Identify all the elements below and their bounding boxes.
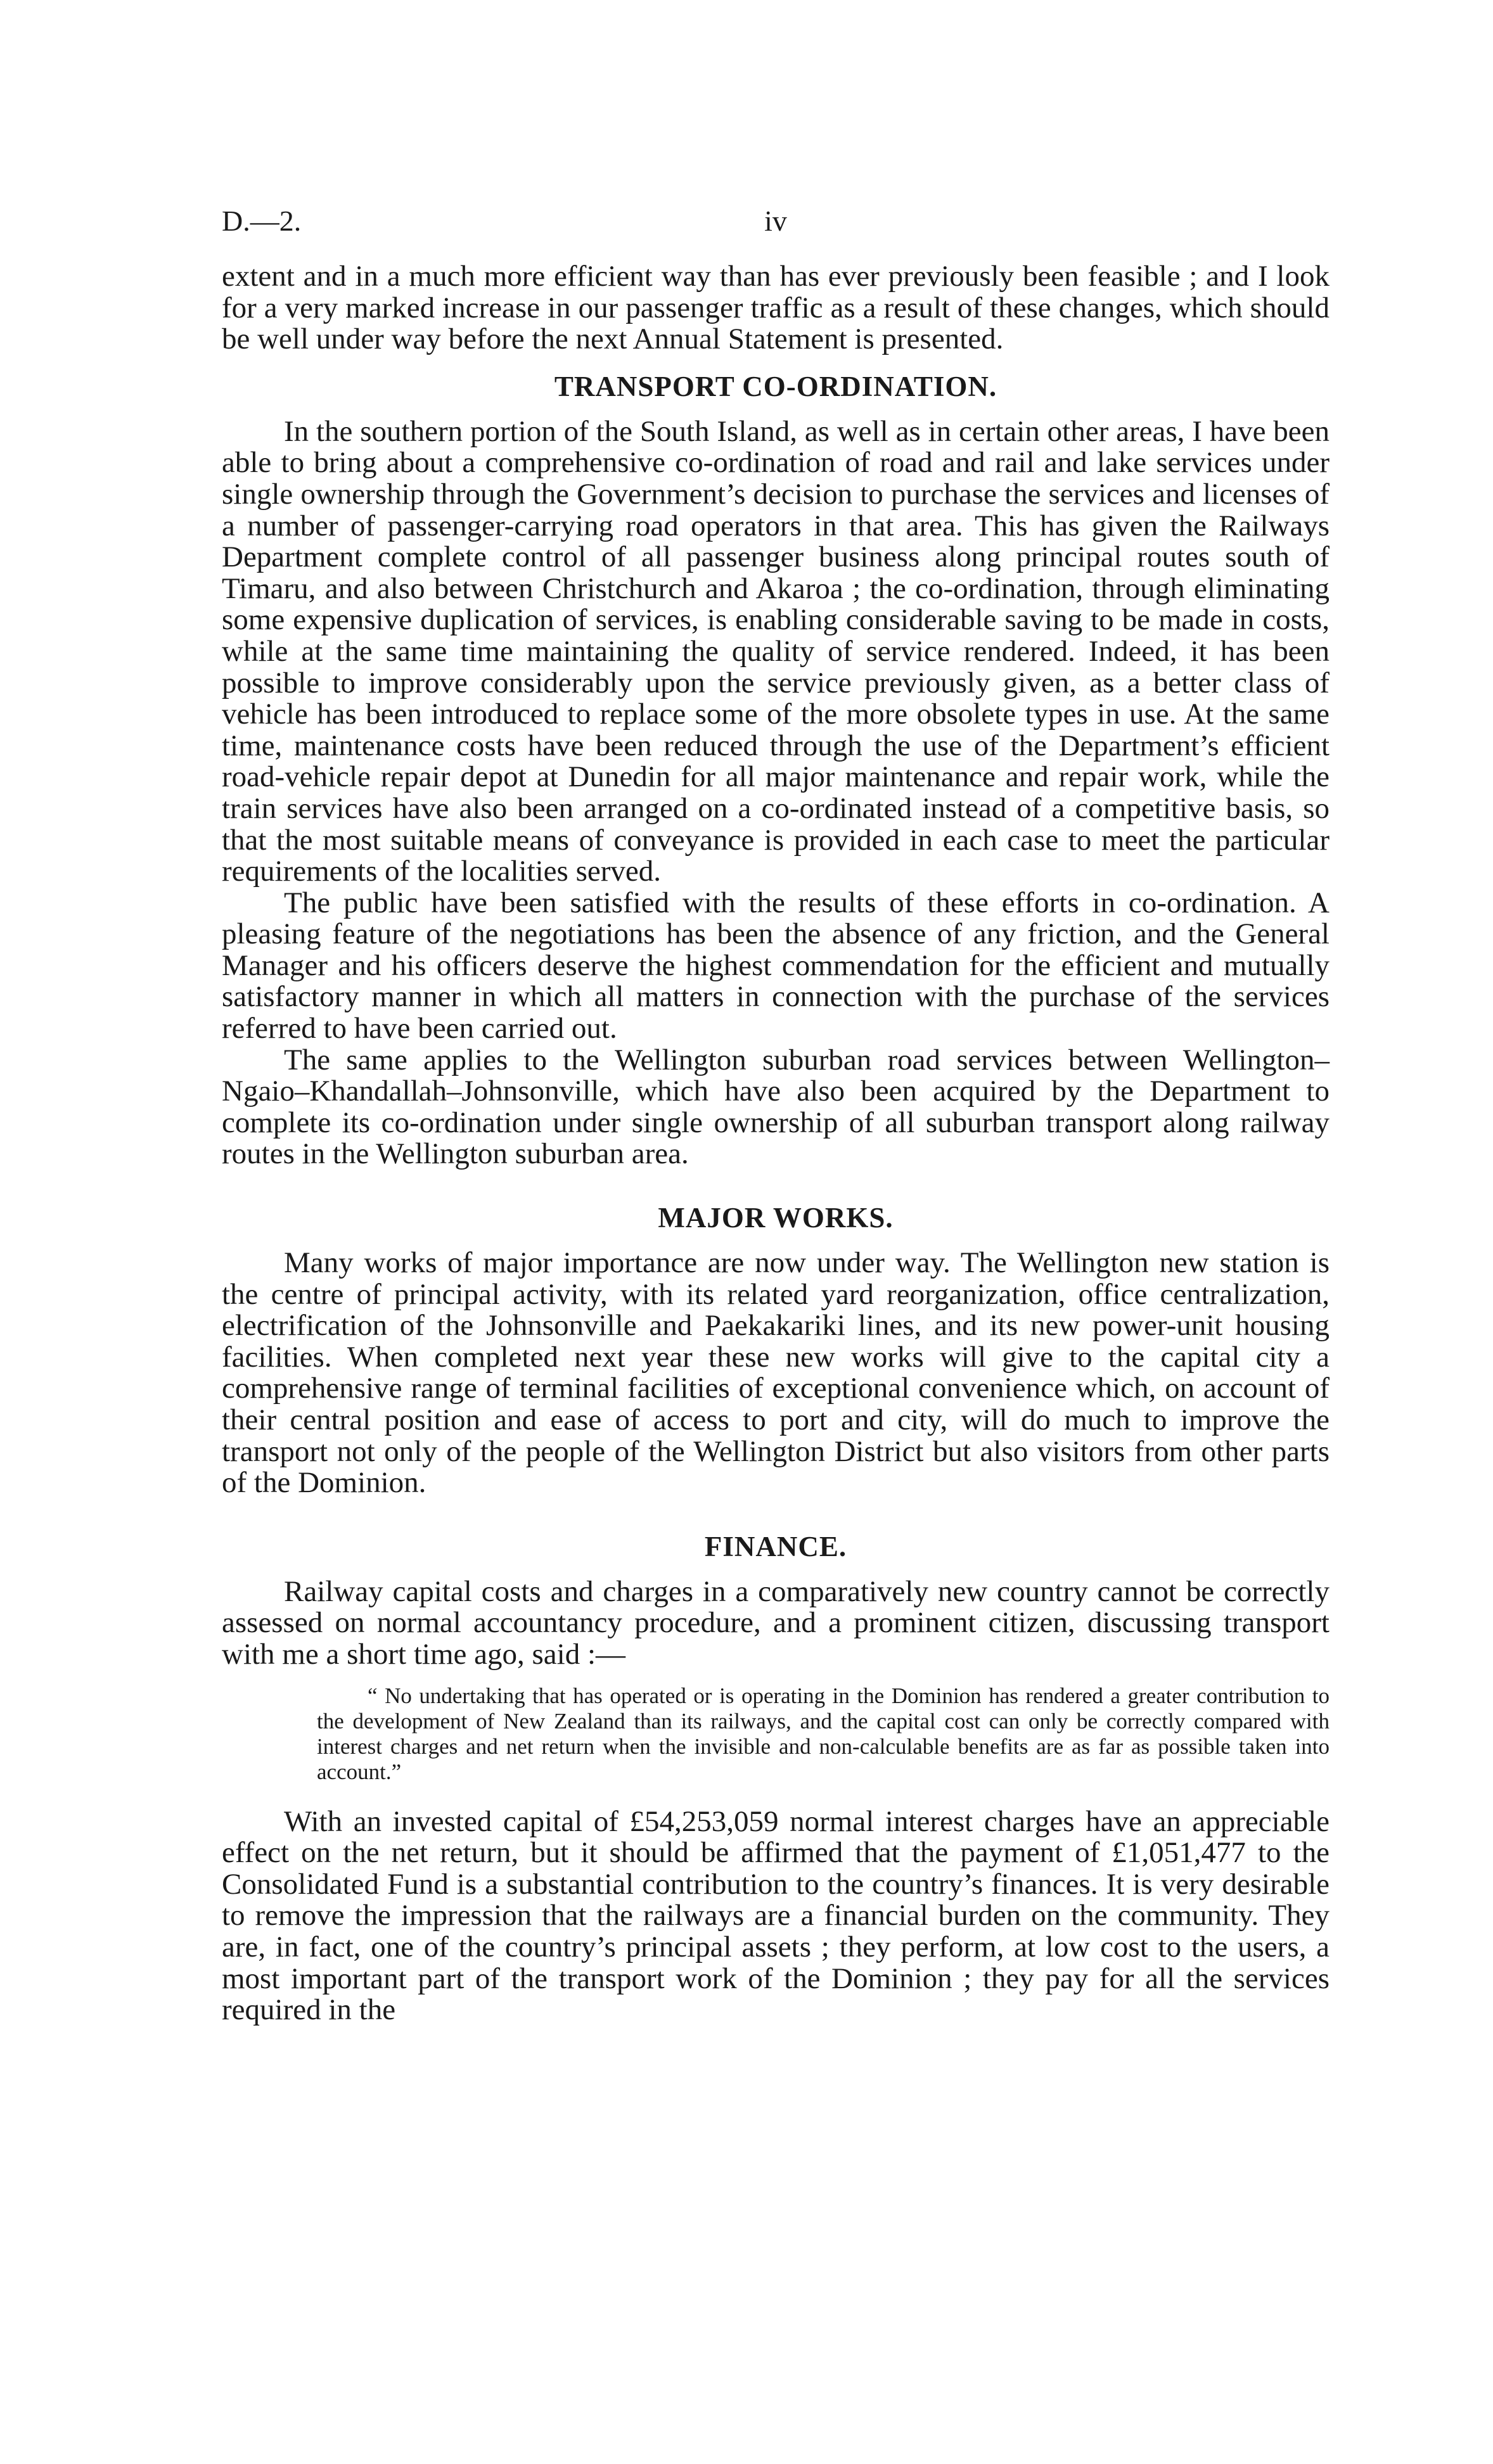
heading-major-works: MAJOR WORKS.: [658, 1202, 894, 1234]
block-quote: “ No undertaking that has operated or is operating in the Dominion has rendered a greater contribution to the development of New Zealand than its railways, and the capital cost can only be correctly compared with interest charges and net return when the invisible and non-calculable benefits are as far as possible taken into account.”: [317, 1683, 1330, 1784]
paragraph-finance-2: With an invested capital of £54,253,059 normal interest charges have an appreciable effect on the net return, but it should be affirmed that the payment of £1,051,477 to the Consolidated Fund is a substantial contribution to the country’s finances. It is very desirable to remove the impression that the railways are a financial burden on the community. They are, in fact, one of the country’s principal assets ; they perform, at low cost to the users, a most important part of the transport work of the Dominion ; they pay for all the services required in the: [222, 1804, 1330, 2027]
page-number: iv: [764, 205, 787, 237]
heading-finance: FINANCE.: [704, 1530, 847, 1562]
paragraph-transport-1: In the southern portion of the South Island, as well as in certain other areas, I have been able to bring about a comprehensive co-ordination of road and rail and lake services under single ownership through the Government’s decision to purchase the services and licenses of a number of passenger-carrying road operators in that area. This has given the Railways Department complete control of all passenger business along principal routes south of Timaru, and also between Christchurch and Akaroa ; the co-ordination, through eliminating some expensive duplication of services, is enabling considerable saving to be made in costs, while at the same time maintaining the quality of service rendered. Indeed, it has been possible to improve considerably upon the service previously given, as a better class of vehicle has been introduced to replace some of the more obsolete types in use. At the same time, maintenance costs have been reduced through the use of the Department’s efficient road-vehicle repair depot at Dunedin for all major maintenance and repair work, while the train services have also been arranged on a co-ordinated instead of a competitive basis, so that the most suitable means of conveyance is provided in each case to meet the particular requirements of the localities served.: [222, 414, 1330, 888]
document-code: D.—2.: [222, 205, 302, 237]
paragraph-continuation: extent and in a much more efficient way than has ever previously been feasible ; and I look for a very marked increase in our passenger traffic as a result of these changes, which should be well under way before the next Annual Statement is presented.: [222, 260, 1330, 356]
page-body: [222, 261, 1330, 2026]
paragraph-transport-3: The same applies to the Wellington suburban road services between Wellington–Ngaio–Khandallah–Johnsonville, which have also been acquired by the Department to complete its co-ordination under single ownership of all suburban transport along railway routes in the Wellington suburban area.: [222, 1043, 1330, 1171]
paragraph-major-works: Many works of major importance are now under way. The Wellington new station is the centre of principal activity, with its related yard reorganization, office centralization, electrification of the Johnsonville and Paekakariki lines, and its new power-unit housing facilities. When completed next year these new works will give to the capital city a comprehensive range of terminal facilities of exceptional convenience which, on account of their central position and ease of access to port and city, will do much to improve the transport not only of the people of the Wellington District but also visitors from other parts of the Dominion.: [222, 1246, 1330, 1500]
heading-transport-coordination: TRANSPORT CO-ORDINATION.: [554, 370, 997, 402]
paragraph-finance-1: Railway capital costs and charges in a comparatively new country cannot be correctly assessed on normal accountancy procedure, and a prominent citizen, discussing transport with me a short time ago, said :—: [222, 1574, 1330, 1671]
page-header: [222, 204, 1330, 242]
paragraph-transport-2: The public have been satisfied with the results of these efforts in co-ordination. A pleasing feature of the negotiations has been the absence of any friction, and the General Manager and his officers deserve the highest commendation for the efficient and mutually satisfactory manner in which all matters in connection with the purchase of the services referred to have been carried out.: [222, 886, 1330, 1045]
